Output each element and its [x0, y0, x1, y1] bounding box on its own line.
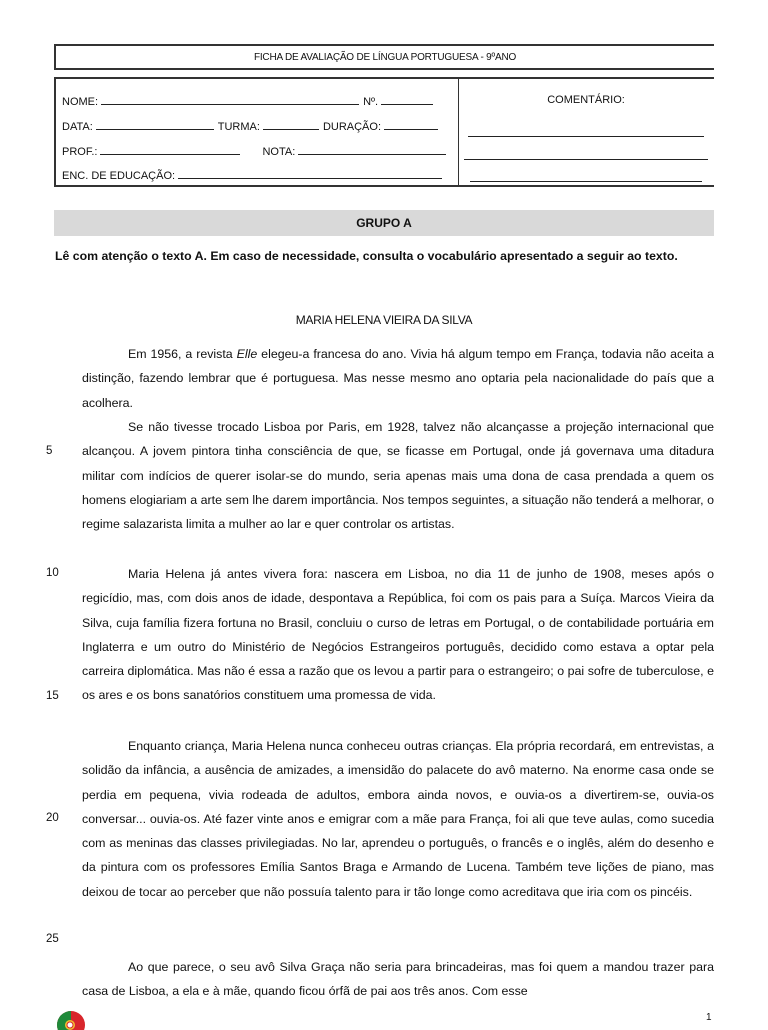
paragraph-2: Se não tivesse trocado Lisboa por Paris, em 1928, talvez não alcançasse a projeção internacional que alcançou. A jovem pintora tinha consciência de que, se ficasse em Portugal, onde já governava uma ditadura militar com indícios de querer isolar-se do mundo, seria apenas mais uma dona de casa prendada a quem os homens elogiariam a arte sem lhe darem importância. Nos tempos seguintes, a situação não tenderá a melhorar, o regime salazarista limita a mulher ao lar e quer controlar os artistas. [82, 420, 714, 532]
duration-field[interactable] [384, 120, 438, 130]
comment-line[interactable] [468, 136, 704, 137]
line-number: 15 [46, 690, 59, 702]
number-label: Nº. [363, 96, 379, 108]
class-label: TURMA: [217, 121, 260, 133]
student-info-form [54, 77, 714, 187]
name-row [62, 95, 437, 108]
date-label: DATA: [62, 121, 93, 133]
duration-label: DURAÇÃO: [322, 121, 381, 133]
comment-label: COMENTÁRIO: [547, 94, 625, 106]
teacher-label: PROF.: [62, 146, 98, 158]
worksheet-title: FICHA DE AVALIAÇÃO DE LÍNGUA PORTUGUESA - 9ºANO [54, 44, 714, 70]
paragraph-4: Enquanto criança, Maria Helena nunca conheceu outras crianças. Ela própria recordará, em entrevistas, a solidão da infância, a ausência de amizades, a imensidão do palacete do avô materno. Na enorme casa onde se perdia em pequena, vivia rodeada de adultos, embora ainda novos, e ouvia-os a divertirem-se, ouvia-os conversar... ouvia-os. Até fazer vinte anos e emigrar com a mãe para França, foi ali que teve aulas, como sucedia com as meninas das classes privilegiadas. No lar, aprendeu o português, o francês e o inglês, além do desenho e da pintura com os professores Emília Santos Braga e Armando de Lucena. Também teve lições de piano, mas deixou de tocar ao perceber que não possuía talento para ir tão longe como acreditava que iria com os pincéis. [82, 739, 714, 899]
number-field[interactable] [381, 95, 433, 105]
magazine-name: Elle [236, 347, 258, 361]
portugal-flag-icon [56, 1010, 86, 1030]
name-field[interactable] [101, 95, 359, 105]
line-number: 5 [46, 445, 53, 457]
paragraph-1: Em 1956, a revista Elle elegeu-a francesa do ano. Vivia há algum tempo em França, todavia não aceita a distinção, fazendo lembrar que é portuguesa. Mas nesse mesmo ano optaria pela nacionalidade do país que a acolhera. [82, 347, 715, 410]
student-fields [56, 79, 459, 185]
name-label: NOME: [62, 96, 99, 108]
line-number: 20 [46, 812, 59, 824]
comment-line[interactable] [464, 159, 708, 160]
line-number: 10 [46, 567, 59, 579]
class-field[interactable] [263, 120, 319, 130]
text-title: MARIA HELENA VIEIRA DA SILVA [295, 313, 473, 327]
instructions: Lê com atenção o texto A. Em caso de necessidade, consulta o vocabulário apresentado a seguir ao texto. [55, 249, 678, 263]
page-number: 1 [706, 1012, 712, 1023]
teacher-field[interactable] [100, 145, 240, 155]
guardian-label: ENC. DE EDUCAÇÃO: [62, 170, 176, 182]
date-field[interactable] [96, 120, 214, 130]
group-title: GRUPO A [54, 210, 714, 236]
paragraph-3: Maria Helena já antes vivera fora: nascera em Lisboa, no dia 11 de junho de 1908, meses após o regicídio, mas, com dois anos de idade, despontava a República, foi com os pais para a Suíça. Marcos Vieira da Silva, cuja família fizera fortuna no Brasil, concluiu o curso de letras em Portugal, o de contabilidade portuária em Inglaterra e um outro do Ministério de Negócios Estrangeiros português, decidido como estava a optar pela carreira diplomática. Mas não é essa a razão que os levou a partir para o estrangeiro; o pai sofre de tuberculose, e os ares e os bons sanatórios constituem uma promessa de vida. [82, 567, 714, 703]
grade-label: NOTA: [262, 146, 296, 158]
guardian-field[interactable] [178, 169, 442, 179]
paragraph-5: Ao que parece, o seu avô Silva Graça não seria para brincadeiras, mas foi quem a mandou trazer para casa de Lisboa, a ela e à mãe, quando ficou órfã de pai aos três anos. Com esse [82, 960, 714, 999]
teacher-row [62, 145, 450, 158]
guardian-row [62, 169, 446, 182]
comment-line[interactable] [470, 181, 702, 182]
date-row [62, 120, 442, 133]
line-number: 25 [46, 933, 59, 945]
grade-field[interactable] [298, 145, 446, 155]
